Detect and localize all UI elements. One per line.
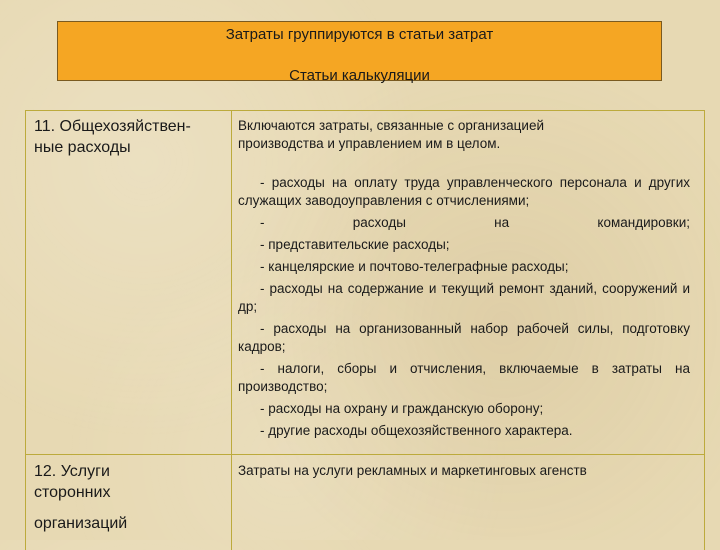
row1-item: - расходы на охрану и гражданскую оборону; xyxy=(260,401,544,416)
row1-item: - другие расходы общехозяйственного характера. xyxy=(260,423,573,438)
header-subtitle: Статьи калькуляции xyxy=(289,67,430,84)
row2-title-line1: 12. Услуги xyxy=(34,463,110,480)
row2-title xyxy=(34,461,224,534)
column-divider xyxy=(231,111,232,550)
row2-title-line3: организаций xyxy=(34,515,128,532)
row1-title-line1: 11. Общехозяйствен- xyxy=(34,118,191,135)
row1-item: - расходы на организованный набор рабочей силы, подготовку кадров; xyxy=(238,321,690,354)
row1-title xyxy=(34,116,224,158)
row1-items xyxy=(238,174,690,440)
row1-intro-line2: производства и управлением им в целом. xyxy=(238,136,501,151)
row1-intro-line1: Включаются затраты, связанные с организацией xyxy=(238,118,544,133)
row1-title-line2: ные расходы xyxy=(34,139,131,156)
row2-text: Затраты на услуги рекламных и маркетинговых агенств xyxy=(238,463,587,478)
row1-item: - налоги, сборы и отчисления, включаемые в затраты на производство; xyxy=(238,361,690,394)
row1-item: - представительские расходы; xyxy=(260,237,450,252)
row-divider xyxy=(26,454,704,455)
cost-items-table xyxy=(25,110,705,550)
row1-item: - расходы на оплату труда управленческого персонала и других служащих заводоуправления с отчислениями; xyxy=(238,175,690,208)
row1-item: - канцелярские и почтово-телеграфные расходы; xyxy=(260,259,569,274)
header-box xyxy=(57,21,662,84)
header-title: Затраты группируются в статьи затрат xyxy=(225,26,494,43)
row1-item: - расходы на содержание и текущий ремонт зданий, сооружений и др; xyxy=(238,281,690,314)
row2-title-line2: сторонних xyxy=(34,484,111,501)
row1-intro xyxy=(238,117,690,153)
row1-item: - расходы на командировки; xyxy=(260,215,690,230)
